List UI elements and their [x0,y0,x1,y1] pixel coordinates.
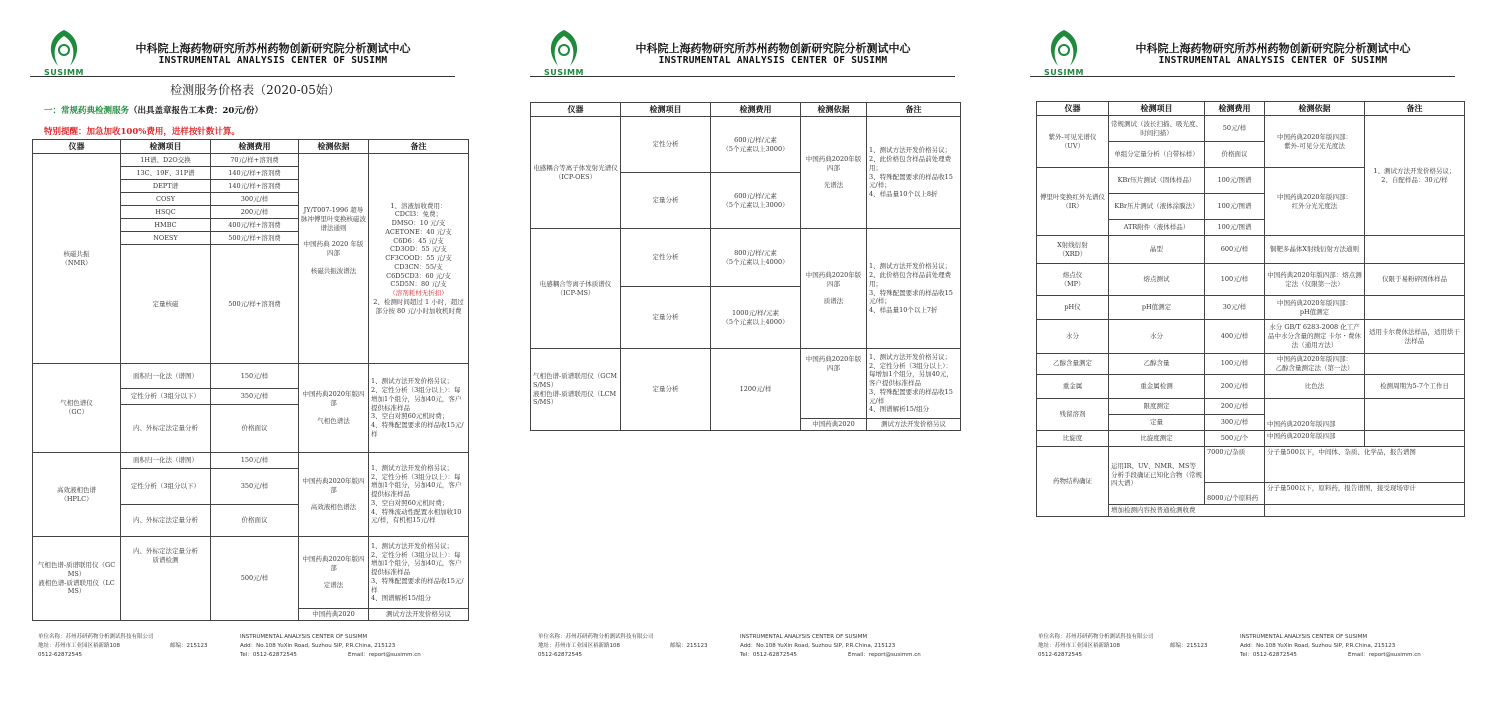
brand-name: SUSIMM [1044,68,1084,77]
col-fee: 检测费用 [711,103,801,117]
fee-cell: 价格面议 [1205,142,1265,168]
empty-cell [1265,504,1465,516]
item-cell: KBr压片测试（液体涂膜法） [1109,194,1205,220]
remark-cell: 分子量500以下，原料药，报告谱图，接受现场审计 [1265,482,1465,504]
remark-line: 1、溶液加收费用： [390,201,447,210]
basis-cell: 中国药典2020年版四部：熔点测定法（仪限第一法） [1265,264,1365,296]
fee-cell: 100元/图谱 [1205,168,1265,194]
footer-email: Email：report@susimm.cn [1348,652,1421,658]
col-basis: 检测依据 [801,103,867,117]
item-cell: 常规测试（波长扫描、吸光度、时间扫描） [1109,116,1205,142]
price-table-p2 [530,102,961,431]
footer-en [240,633,468,658]
item-cell: 单组分定量分析（自带标样） [1109,142,1205,168]
page-3 [1030,20,1470,668]
basis-text: 中国药典 2020 年版四部 核磁共振波谱法 [303,240,364,275]
table-row [1037,236,1465,264]
remark-cell: 分子量500以下，中间体、杂质、化学品，报告谱图 [1265,446,1465,482]
item-cell: 1H谱、D2O交换 [121,154,211,167]
footer-postcode: 邮编：215123 [1170,643,1208,649]
remark-cell: 测试方法开发价格另议 [369,609,469,621]
remark-line: CF3COOD：55 元/支 [385,254,452,263]
footer-en-address: Add：No.108 YuXin Road, Suzhou SIP, P.R.China, 215123 [740,643,896,649]
fee-cell: 140元/样+溶剂费 [211,180,299,193]
remark-line: C6D5CD3：60 元/支 [386,271,451,280]
fee-cell: 800元/样/元素 （5个元素以上4000） [711,229,801,287]
basis-text: JY/T007-1996 超导脉冲傅里叶变换核磁波谱法通则 [301,206,366,232]
basis-cell: 中国药典2020年版四部 质谱法 [801,229,867,349]
section-title [44,104,263,116]
footer-phone: 0512-62872545 [38,652,82,658]
footer-company: 单位名称：苏州苏研药物分析测试科技有限公司 [1038,634,1154,640]
table-row [1037,264,1465,296]
col-item: 检测项目 [621,103,711,117]
remark-cell: 适用卡尔费休法样品，适用烘干法样品 [1365,320,1465,354]
fee-cell: 600元/样/元素 （5个元素以上3000） [711,173,801,229]
brand-name: SUSIMM [44,68,84,77]
footer-email: Email：report@susimm.cn [848,652,921,658]
fee-cell: 300元/样 [211,193,299,206]
remark-line: ACETONE：40 元/支 [385,227,452,236]
item-cell: 定性分析 [621,117,711,173]
footer-en [1240,633,1468,658]
item-cell: 水分 [1109,320,1205,354]
item-cell: ATR附件（液体样品） [1109,220,1205,236]
item-cell: 限度测定 [1109,398,1205,414]
solvent-note: （溶剂耗材无折扣） [389,289,448,298]
fee-cell: 150元/样 [211,364,299,389]
remark-cell: 1、测试方法开发价格另议； 2、此价格包含样品前处理费用； 3、特殊配置要求的样品收15元/样； 4、样品量10个以上7折 [867,229,961,349]
instrument-cell: pH仪 [1037,296,1109,320]
page-1 [30,20,470,668]
fee-cell: 600元/样/元素 （5个元素以上3000） [711,117,801,173]
footer-address: 地址：苏州市工业园区裕新路108 [538,643,620,649]
remark-cell [1365,296,1465,320]
instrument-cell: 高效液相色谱 （HPLC） [33,453,121,537]
remark-cell [1365,236,1465,264]
footer-cn [538,633,733,658]
fee-cell: 500元/样+溶剂费 [211,232,299,245]
fee-cell: 100元/样 [1205,354,1265,375]
fee-cell: 8000元/个原料药 [1205,482,1265,504]
table-row [1037,320,1465,354]
instrument-cell: 电感耦合等离子体质谱仪 （ICP-MS） [531,229,621,349]
remark-cell [369,154,469,364]
col-item: 检测项目 [121,140,211,154]
table-row [1037,446,1465,482]
table-row [33,537,469,609]
basis-cell: 中国药典2020年版四部 高效液相色谱法 [299,453,369,537]
instrument-cell: 紫外-可见光谱仪 （UV） [1037,116,1109,168]
header-divider [530,76,955,77]
instrument-cell: X射线衍射 （XRD） [1037,236,1109,264]
header-en-title: INSTRUMENTAL ANALYSIS CENTER OF SUSIMM [658,55,888,66]
remark-line: 2、检测时间超过 1 小时，超过部分按 80 元/小时加收机时费 [373,297,464,315]
basis-cell: 铜靶多晶体X射线衍射方法通则 [1265,236,1365,264]
col-remark: 备注 [867,103,961,117]
instrument-cell: 电感耦合等离子体发射光谱仪 （ICP-OES） [531,117,621,229]
basis-cell: 中国药典2020 [801,419,867,431]
item-cell: 重金属检测 [1109,374,1205,398]
basis-cell: 中国药典2020年版四部 [1265,430,1365,446]
instrument-cell: 傅里叶变换红外光谱仪 （IR） [1037,168,1109,236]
item-cell: 内、外标定法定量分析 质谱检测 [121,537,211,621]
item-cell: 定量分析 [621,173,711,229]
footer-phone: 0512-62872545 [1038,652,1082,658]
remark-cell: 1、测试方法开发价格另议； 2、自配样品：30元/样 [1365,116,1465,236]
header-cn-title: 中科院上海药物研究所苏州药物创新研究院分析测试中心 [1135,42,1411,55]
fee-cell: 140元/样+溶剂费 [211,167,299,180]
col-instrument: 仪器 [33,140,121,154]
fee-cell: 100元/图谱 [1205,194,1265,220]
fee-cell: 1200元/样 [711,349,801,431]
header-divider [1030,76,1455,77]
table-row [1037,374,1465,398]
fee-cell: 300元/样 [1205,414,1265,430]
fee-cell: 7000元/杂质 [1205,446,1265,482]
remark-cell: 仅限于易粉碎固体样品 [1365,264,1465,296]
item-cell: 定量分析 [621,349,711,431]
footer-en-address: Add：No.108 YuXin Road, Suzhou SIP, P.R.China, 215123 [1240,643,1396,649]
table-row [1037,430,1465,446]
footer-address: 地址：苏州市工业园区裕新路108 [1038,643,1120,649]
col-remark: 备注 [1365,102,1465,116]
instrument-cell: 重金属 [1037,374,1109,398]
tail-note: 增加检测内容按普通检测收费 [1109,504,1265,516]
footer-phone: 0512-62872545 [538,652,582,658]
col-item: 检测项目 [1109,102,1205,116]
item-cell: 13C、19F、31P谱 [121,167,211,180]
col-fee: 检测费用 [1205,102,1265,116]
item-cell: 定性分析（3组分以下） [121,389,211,405]
remark-line: C6D6：45 元/支 [393,236,444,245]
item-cell: 运用IR、UV、NMR、MS等分析手段确证已知化合物（常规四大谱） [1109,446,1205,504]
fee-cell: 200元/样 [211,206,299,219]
section-label: 一：常规药典检测服务 [44,106,130,116]
remark-cell: 测试方法开发价格另议 [867,419,961,431]
footer-company: 单位名称：苏州苏研药物分析测试科技有限公司 [38,634,154,640]
table-row [33,453,469,469]
item-cell: HMBC [121,219,211,232]
fee-cell: 150元/样 [211,453,299,469]
item-cell: 定性分析（3组分以下） [121,469,211,505]
fee-cell: 350元/样 [211,389,299,405]
table-row [531,349,961,419]
item-cell: DEPT谱 [121,180,211,193]
fee-cell: 100元/图谱 [1205,220,1265,236]
remark-cell: 检测周期为5-7个工作日 [1365,374,1465,398]
footer-en [740,633,968,658]
item-cell: COSY [121,193,211,206]
item-cell: 比旋度测定 [1109,430,1205,446]
basis-cell: 中国药典2020年版四部 [1265,398,1365,430]
footer-email: Email：report@susimm.cn [348,652,421,658]
remark-line: C5D5N：80 元/支 [390,280,447,289]
section-note: （出具盖章报告工本费：20元/份） [129,106,263,116]
footer-en-tel: Tel：0512-62872545 [240,652,297,658]
header-cn-title: 中科院上海药物研究所苏州药物创新研究院分析测试中心 [635,42,911,55]
remark-line: CD3OD：55 元/支 [390,245,447,254]
header-cn-title: 中科院上海药物研究所苏州药物创新研究院分析测试中心 [135,42,411,55]
instrument-cell: 乙醇含量测定 [1037,354,1109,375]
fee-cell: 价格面议 [211,405,299,453]
fee-cell: 价格面议 [211,505,299,537]
item-cell: 定性分析 [621,229,711,287]
footer-en-address: Add：No.108 YuXin Road, Suzhou SIP, P.R.China, 215123 [240,643,396,649]
item-cell: 晶型 [1109,236,1205,264]
fee-cell: 200元/样 [1205,374,1265,398]
fee-cell: 70元/样+溶剂费 [211,154,299,167]
remark-cell: 1、测试方法开发价格另议； 2、定性分析（3组分以上）：每增加1个组分，另加40元，客户提供标准样品 3、特殊配置要求的样品收15元/样 4、图谱解析15/组分 [867,349,961,419]
instrument-cell: 气相色谱-质谱联用仪（GCMS/MS） 液相色谱-质谱联用仪（LCMS/MS） [531,349,621,431]
item-cell: 定量核磁 [121,245,211,364]
basis-cell: 水分 GB/T 6283-2008 化工产品中水分含量的测定 卡尔・费休法（通用方法） [1265,320,1365,354]
basis-cell: 中国药典2020年版四部： 红外分光光度法 [1265,168,1365,236]
basis-cell: 中国药典2020年版四部 光谱法 [801,117,867,229]
remark-cell [1365,354,1465,375]
footer-en-name: INSTRUMENTAL ANALYSIS CENTER OF SUSIMM [240,634,368,640]
basis-cell: 中国药典2020年版四部： 乙醇含量测定法（第一法） [1265,354,1365,375]
header-en-title: INSTRUMENTAL ANALYSIS CENTER OF SUSIMM [1158,55,1388,66]
header-divider [30,76,455,77]
item-cell: 熔点测试 [1109,264,1205,296]
item-cell: 内、外标定法定量分析 [121,405,211,453]
col-fee: 检测费用 [211,140,299,154]
fee-cell: 350元/样 [211,469,299,505]
item-cell: 定量分析 [621,287,711,349]
footer-en-tel: Tel：0512-62872545 [1240,652,1297,658]
remark-line: CD3CN：55/支 [394,262,443,271]
basis-cell: 中国药典2020 [299,609,369,621]
table-row [531,229,961,287]
fee-cell: 500元/样 [211,537,299,621]
footer-en-tel: Tel：0512-62872545 [740,652,797,658]
instrument-cell: 药物结构确证 [1037,446,1109,516]
remark-line: CDCl3：免费； [394,210,443,219]
page-2 [530,20,970,668]
basis-cell: 中国药典2020年版四部 气相色谱法 [299,364,369,453]
fee-cell: 400元/样+溶剂费 [211,219,299,232]
fee-cell: 600元/样 [1205,236,1265,264]
remark-cell: 1、测试方法开发价格另议； 2、定性分析（3组分以上）：每增加1个组分，另加40元，客户提供标准样品 3、特殊配置要求的样品收15元/样 4、图谱解析15/组分 [369,537,469,609]
remark-cell: 1、测试方法开发价格另议； 2、此价格包含样品前处理费用； 3、特殊配置要求的样品收15元/样； 4、样品量10个以上8折 [867,117,961,229]
footer-en-name: INSTRUMENTAL ANALYSIS CENTER OF SUSIMM [740,634,868,640]
brand-name: SUSIMM [544,68,584,77]
item-cell: 面积归一化法（谱图） [121,453,211,469]
price-table-p3 [1036,101,1465,517]
item-cell: pH值测定 [1109,296,1205,320]
col-remark: 备注 [369,140,469,154]
item-cell: 内、外标定法定量分析 [121,505,211,537]
col-basis: 检测依据 [1265,102,1365,116]
fee-cell: 50元/样 [1205,116,1265,142]
instrument-cell: 比旋度 [1037,430,1109,446]
basis-cell: 中国药典2020年版四部： pH值测定 [1265,296,1365,320]
footer-en-name: INSTRUMENTAL ANALYSIS CENTER OF SUSIMM [1240,634,1368,640]
instrument-cell: 熔点仪 （MP） [1037,264,1109,296]
header-en-title: INSTRUMENTAL ANALYSIS CENTER OF SUSIMM [158,55,388,66]
item-cell: 定量 [1109,414,1205,430]
basis-cell: 中国药典2020年版四部 [801,349,867,419]
item-cell: KBr压片测试（固体样品） [1109,168,1205,194]
fee-cell: 30元/样 [1205,296,1265,320]
item-cell: HSQC [121,206,211,219]
col-instrument: 仪器 [531,103,621,117]
instrument-cell: 水分 [1037,320,1109,354]
footer-cn [1038,633,1233,658]
fee-cell: 1000元/样/元素 （5个元素以上4000） [711,287,801,349]
table-row [1037,398,1465,414]
instrument-cell: 气相色谱仪 （GC） [33,364,121,453]
item-cell: 面积归一化法（谱图） [121,364,211,389]
footer-postcode: 邮编：215123 [670,643,708,649]
urgent-warning: 特别提醒：加急加收100%费用，进样按针数计算。 [44,127,240,137]
fee-cell: 100元/样 [1205,264,1265,296]
basis-cell: 中国药典2020年版四部 定谱法 [299,537,369,609]
table-row [33,364,469,389]
footer-postcode: 邮编：215123 [170,643,208,649]
instrument-cell: 核磁共振 （NMR） [33,154,121,364]
table-row [1037,116,1465,142]
col-instrument: 仪器 [1037,102,1109,116]
footer-address: 地址：苏州市工业园区裕新路108 [38,643,120,649]
table-row [1037,296,1465,320]
fee-cell: 400元/样 [1205,320,1265,354]
basis-cell [299,154,369,364]
footer-company: 单位名称：苏州苏研药物分析测试科技有限公司 [538,634,654,640]
instrument-cell: 气相色谱-质谱联用仪（GCMS） 液相色谱-质谱联用仪（LCMS） [33,537,121,621]
fee-cell: 500元/个 [1205,430,1265,446]
remark-cell: 1、测试方法开发价格另议； 2、定性分析（3组分以上）：每增加1个组分，另加40元，客户提供标准样品 3、空白对照60元机时费； 4、特殊配置要求的样品收15元/样 [369,364,469,453]
instrument-cell: 残留溶剂 [1037,398,1109,430]
fee-cell: 500元/样+溶剂费 [211,245,299,364]
basis-cell: 中国药典2020年版四部： 紫外-可见分光光度法 [1265,116,1365,168]
doc-title: 检测服务价格表（2020-05始） [170,83,340,97]
item-cell: NOESY [121,232,211,245]
table-row [1037,354,1465,375]
col-basis: 检测依据 [299,140,369,154]
fee-cell: 200元/样 [1205,398,1265,414]
footer-cn [38,633,233,658]
basis-cell: 比色法 [1265,374,1365,398]
item-cell: 乙醇含量 [1109,354,1205,375]
remark-line: DMSO：10 元/支 [391,219,446,228]
price-table-p1 [32,139,469,621]
remark-cell: 1、测试方法开发价格另议； 2、定性分析（3组分以上）：每增加1个组分，另加40元，客户提供标准样品 3、空白对照60元机时费； 4、特殊流动性配置水相加收10元/样，有机相15元/样 [369,453,469,537]
remark-cell [1365,398,1465,430]
remark-cell [1365,430,1465,446]
table-row [531,117,961,173]
table-row [33,154,469,167]
